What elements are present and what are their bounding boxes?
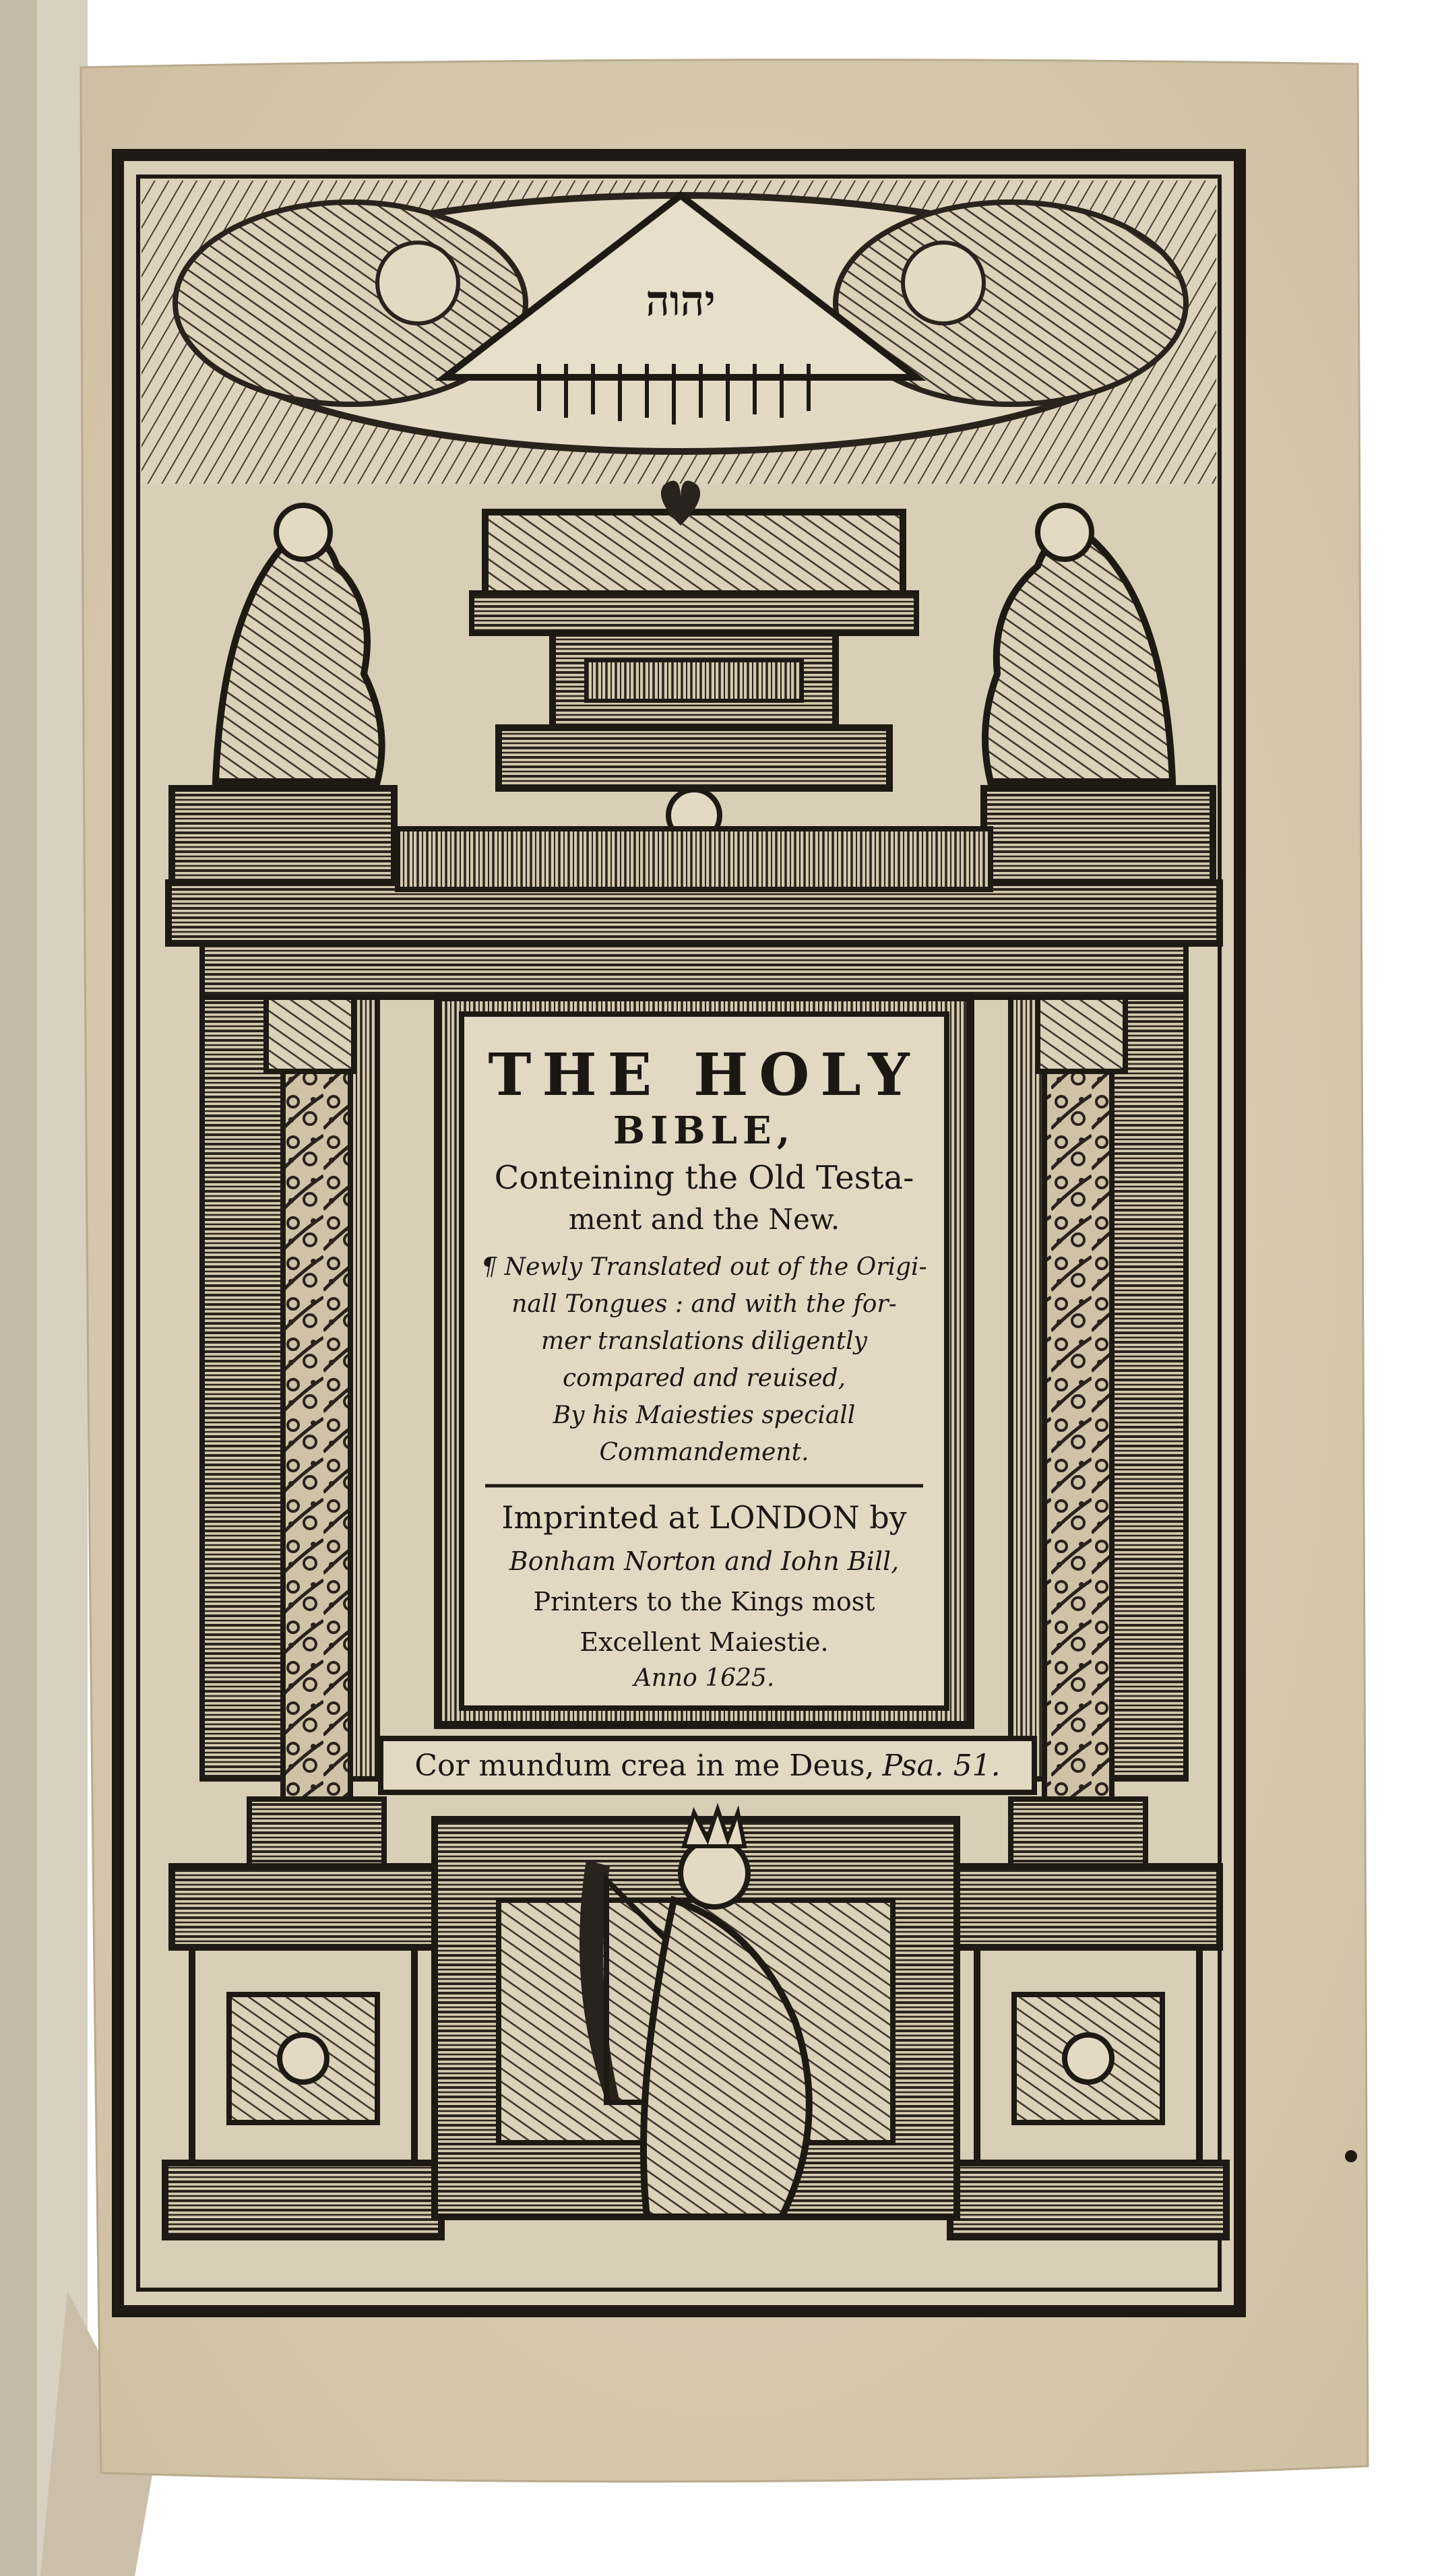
description-line: mer translations diligently [540,1327,868,1355]
description-line: ¶ Newly Translated out of the Origi- [481,1253,927,1281]
title-line-2: BIBLE, [613,1108,796,1153]
subtitle-line-1: Conteining the Old Testa- [494,1159,914,1197]
title-text-block [462,1014,947,1708]
imprint-line: Excellent Maiestie. [579,1627,829,1657]
divine-name: יהוה [646,276,716,325]
year: Anno 1625. [633,1664,775,1692]
description-line: compared and reuised, [562,1364,846,1392]
motto-reference: Psa. 51. [882,1748,1001,1783]
cloud-glory [142,181,1216,484]
imprint-line: Printers to the Kings most [533,1587,875,1616]
description-line: Commandement. [599,1439,809,1466]
ink-spot [1345,2150,1357,2162]
motto-text: Cor mundum crea in me Deus, [414,1748,875,1783]
description-line: By his Maiesties speciall [553,1402,856,1429]
title-line-1: THE HOLY [488,1041,920,1109]
description-line: nall Tongues : and with the for- [511,1290,897,1318]
imprint-line: Bonham Norton and Iohn Bill, [509,1546,900,1576]
imprint-line: Imprinted at LONDON by [501,1499,907,1536]
motto [381,1738,1034,1792]
left-column [202,997,384,1866]
subtitle-line-2: ment and the New. [568,1203,840,1236]
binding-shadow [0,0,37,2576]
